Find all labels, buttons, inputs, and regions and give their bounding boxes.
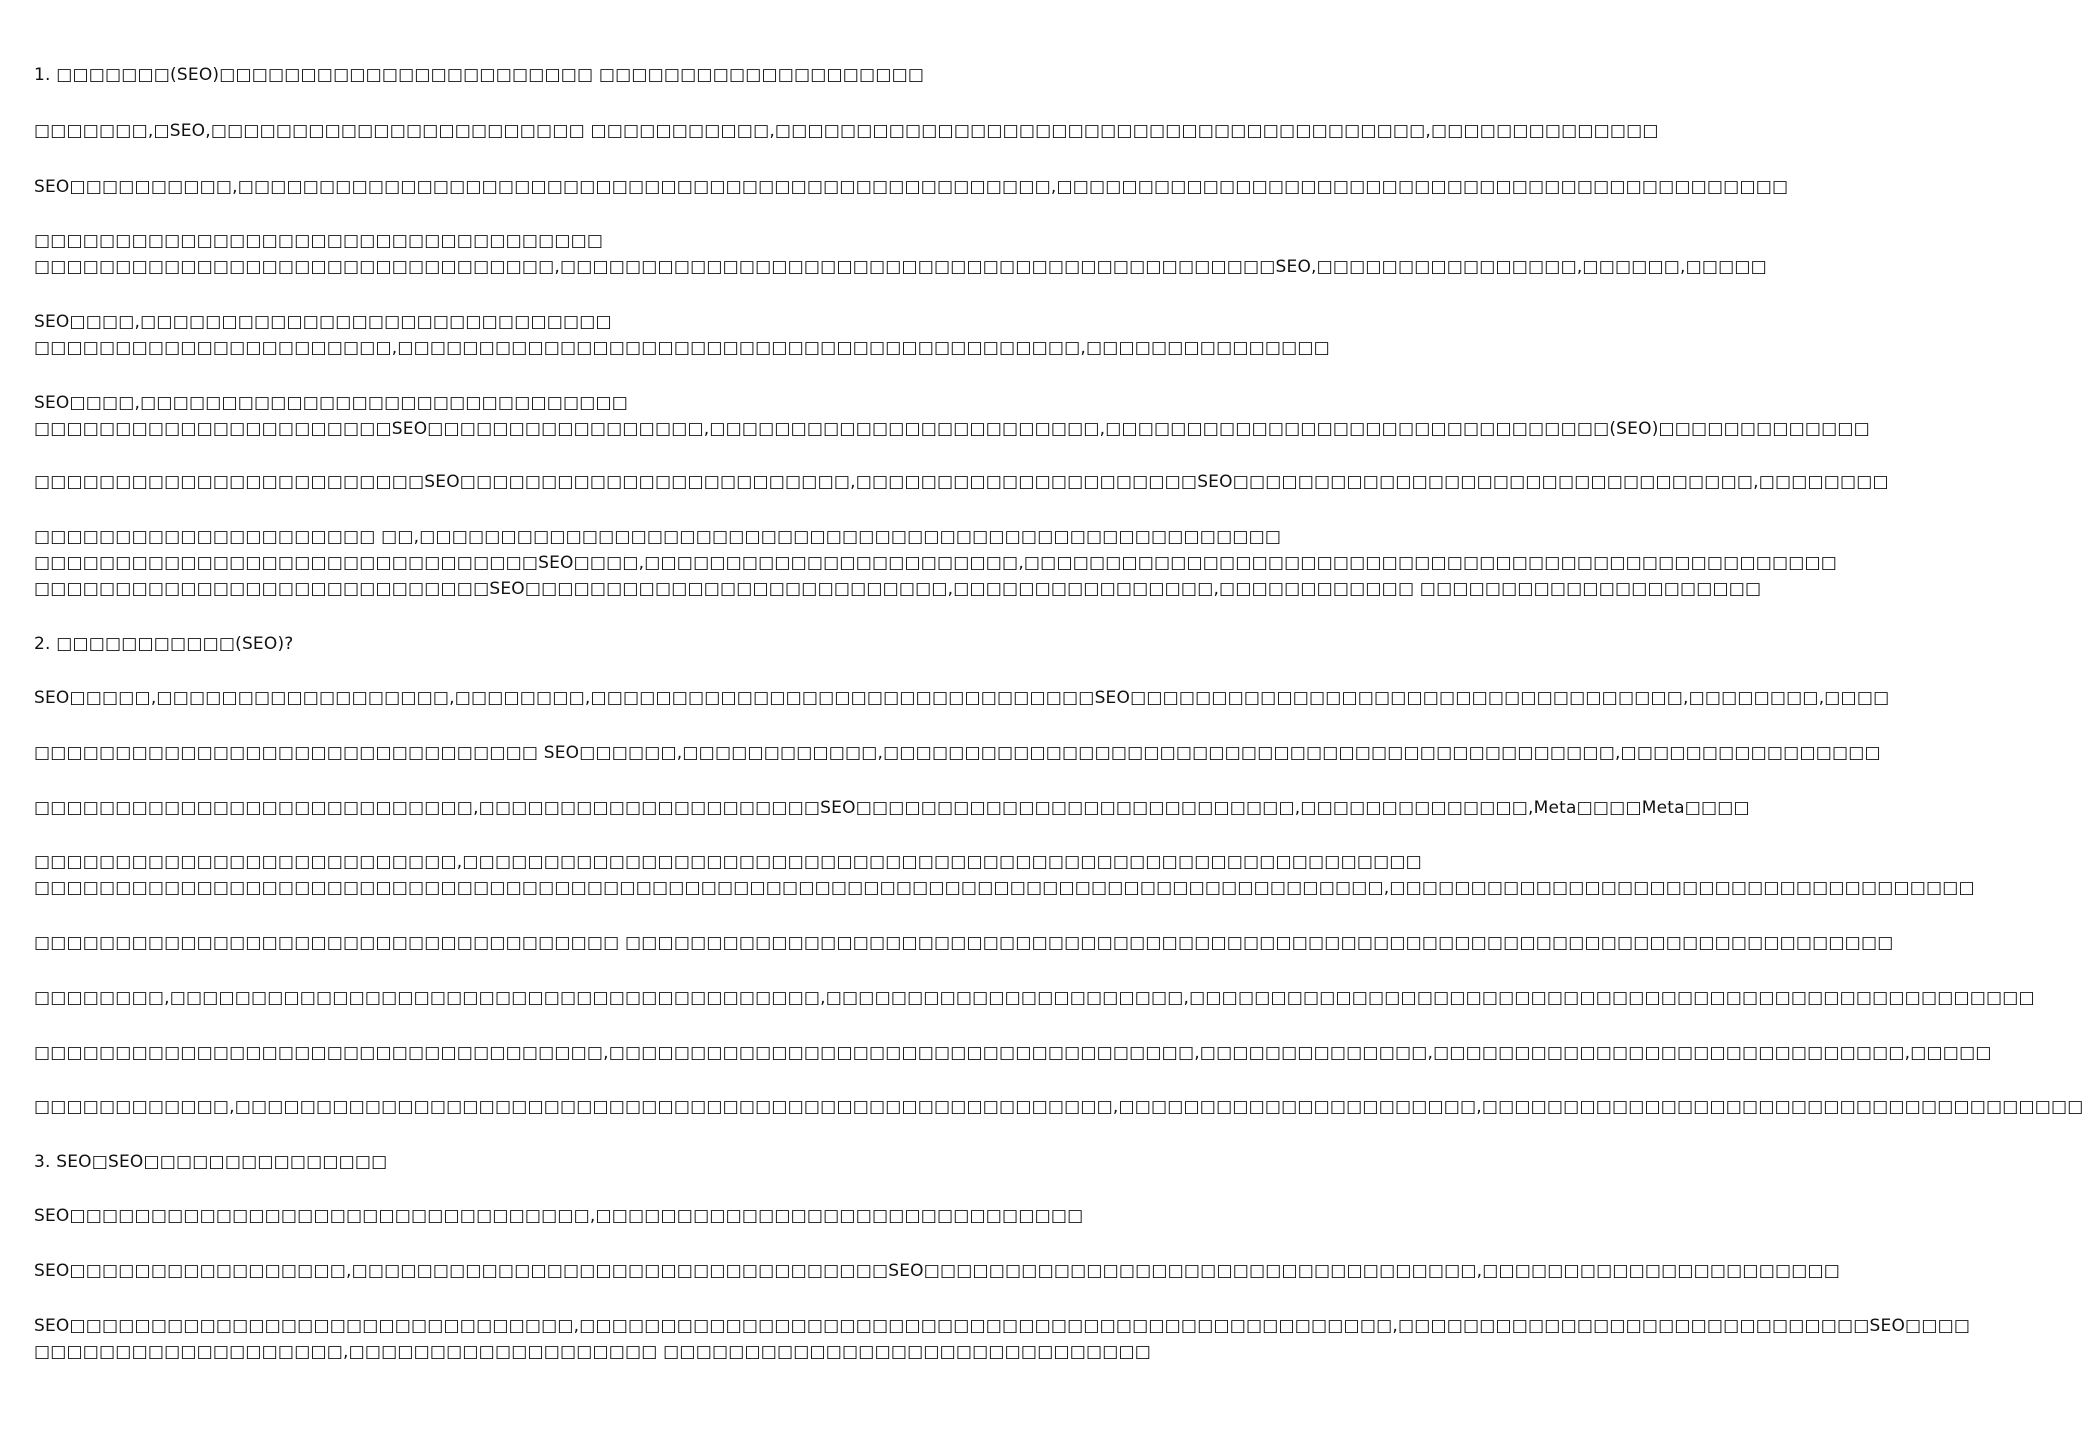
paragraph [34, 740, 1881, 766]
text-line: □□□□□□□□□□□□□□□□□□□□□□□□□□,□□□□□□□□□□□□□□□□□□□□□□□□□□□□□□□□□□□□□□□□□□□□□□□□□□□□□□□□□□□ [34, 852, 1422, 872]
paragraph [34, 930, 1894, 956]
text-line: SEO□□□□,□□□□□□□□□□□□□□□□□□□□□□□□□□□□□ [34, 312, 612, 332]
heading-section-3 [34, 1149, 990, 1175]
heading-section-1 [34, 62, 990, 88]
text-line: SEO□□□□□□□□□□□□□□□□□,□□□□□□□□□□□□□□□□□□□□□□□□□□□□□□□□□SEO□□□□□□□□□□□□□□□□□□□□□□□□□□□□□□□□□□,□□□□□□□□□□□□□□□□□□□□□□ [34, 1261, 1841, 1281]
text-line: □□□□□□□,□SEO,□□□□□□□□□□□□□□□□□□□□□□□ □□□□□□□□□□□,□□□□□□□□□□□□□□□□□□□□□□□□□□□□□□□□□□□□□□□□,□□□□□□□□□□□□□□ [34, 121, 1659, 141]
paragraph [34, 985, 2035, 1011]
text-line: □□□□□□□□□□□□□□□□□□□□□□□□□□□□□□□□□□□ [34, 231, 604, 251]
text-line: SEO□□□□□□□□□□,□□□□□□□□□□□□□□□□□□□□□□□□□□□□□□□□□□□□□□□□□□□□□□□□□□,□□□□□□□□□□□□□□□□□□□□□□□□□□□□□□□□□□□□□□□□□□□□□ [34, 177, 1789, 197]
text-line: SEO□□□□□□□□□□□□□□□□□□□□□□□□□□□□□□□,□□□□□□□□□□□□□□□□□□□□□□□□□□□□□□□□□□□□□□□□□□□□□□□□□□,□□□□□□□□□□□□□□□□□□□□□□□□□□□□□SEO□□□□ [34, 1316, 1971, 1336]
paragraph [34, 1094, 2084, 1120]
paragraph [34, 795, 1750, 821]
text-line: SEO□□□□,□□□□□□□□□□□□□□□□□□□□□□□□□□□□□□ [34, 393, 629, 413]
text-line: □□□□□□□□□□□□□□□□□□□□□□□□□□□□□□□SEO□□□□,□□□□□□□□□□□□□□□□□□□□□□□,□□□□□□□□□□□□□□□□□□□□□□□□□□□□□□□□□□□□□□□□□□□□□□□□□□ [34, 553, 1838, 573]
paragraph [34, 1040, 1992, 1066]
paragraph [34, 849, 1975, 901]
text-line: □□□□□□□□□□□□□□□□□□□□□□□□SEO□□□□□□□□□□□□□□□□□□□□□□□□,□□□□□□□□□□□□□□□□□□□□□SEO□□□□□□□□□□□□□□□□□□□□□□□□□□□□□□□□,□□□□□□□□ [34, 472, 1889, 492]
heading-section-2 [34, 631, 990, 657]
paragraph [34, 174, 1789, 200]
text-line: □□□□□□□□□□□□□□□□□□□□□ □□,□□□□□□□□□□□□□□□□□□□□□□□□□□□□□□□□□□□□□□□□□□□□□□□□□□□□□ [34, 527, 1282, 547]
text-line: 2. □□□□□□□□□□□(SEO)? [34, 634, 294, 654]
paragraph [34, 390, 1870, 442]
paragraph [34, 309, 1330, 361]
text-line: □□□□□□□□□□□□□□□□□□□□□□□□□□□□SEO□□□□□□□□□□□□□□□□□□□□□□□□□□,□□□□□□□□□□□□□□□□,□□□□□□□□□□□□ □□□□□□□□□□□□□□□□□□□□□ [34, 579, 1762, 599]
text-line: □□□□□□□□□□□□□□□□□□□□□□□□□□□,□□□□□□□□□□□□□□□□□□□□□SEO□□□□□□□□□□□□□□□□□□□□□□□□□□□,□□□□□□□□□□□□□□,Meta□□□□Meta□□□□ [34, 798, 1750, 818]
paragraph [34, 118, 1659, 144]
paragraph [34, 685, 1890, 711]
text-line: 1. □□□□□□□(SEO)□□□□□□□□□□□□□□□□□□□□□□□ □□□□□□□□□□□□□□□□□□□□ [34, 65, 925, 85]
paragraph [34, 524, 1838, 602]
paragraph [34, 1203, 1084, 1229]
text-line: □□□□□□□□□□□□□□□□□□□□□□□□□□□□□□□ SEO□□□□□□,□□□□□□□□□□□□,□□□□□□□□□□□□□□□□□□□□□□□□□□□□□□□□□□□□□□□□□□□□□,□□□□□□□□□□□□□□□□ [34, 743, 1881, 763]
text-line: SEO□□□□□□□□□□□□□□□□□□□□□□□□□□□□□□□□,□□□□□□□□□□□□□□□□□□□□□□□□□□□□□□ [34, 1206, 1084, 1226]
text-line: SEO□□□□□,□□□□□□□□□□□□□□□□□□,□□□□□□□□,□□□□□□□□□□□□□□□□□□□□□□□□□□□□□□□SEO□□□□□□□□□□□□□□□□□□□□□□□□□□□□□□□□□□,□□□□□□□□,□□□□ [34, 688, 1890, 708]
text-line: □□□□□□□□,□□□□□□□□□□□□□□□□□□□□□□□□□□□□□□□□□□□□□□□□,□□□□□□□□□□□□□□□□□□□□□□,□□□□□□□□□□□□□□□□□□□□□□□□□□□□□□□□□□□□□□□□□□□□□□□□□□□□ [34, 988, 2035, 1008]
text-line: □□□□□□□□□□□□□□□□□□□□□□SEO□□□□□□□□□□□□□□□□□,□□□□□□□□□□□□□□□□□□□□□□□□,□□□□□□□□□□□□□□□□□□□□□□□□□□□□□□□(SEO)□□□□□□□□□□□□□ [34, 419, 1870, 439]
text-line: □□□□□□□□□□□□□□□□□□□,□□□□□□□□□□□□□□□□□□□ □□□□□□□□□□□□□□□□□□□□□□□□□□□□□□ [34, 1342, 1152, 1362]
paragraph [34, 228, 1767, 280]
paragraph [34, 1313, 1971, 1365]
text-line: □□□□□□□□□□□□□□□□□□□□□□□□□□□□□□□□□□□□□□□□□□□□□□□□□□□□□□□□□□□□□□□□□□□□□□□□□□□□□□□□□□□,□□□□□□□□□□□□□□□□□□□□□□□□□□□□□□□□□□□□ [34, 878, 1975, 898]
text-line: 3. SEO□SEO□□□□□□□□□□□□□□□ [34, 1152, 388, 1172]
text-line: □□□□□□□□□□□□□□□□□□□□□□,□□□□□□□□□□□□□□□□□□□□□□□□□□□□□□□□□□□□□□□□□□,□□□□□□□□□□□□□□□ [34, 338, 1330, 358]
paragraph [34, 1258, 1841, 1284]
text-line: □□□□□□□□□□□□□□□□□□□□□□□□□□□□□□□□□□□□ □□□□□□□□□□□□□□□□□□□□□□□□□□□□□□□□□□□□□□□□□□□□□□□□□□□□□□□□□□□□□□□□□□□□□□□□□□□□□□ [34, 933, 1894, 953]
text-line: □□□□□□□□□□□□,□□□□□□□□□□□□□□□□□□□□□□□□□□□□□□□□□□□□□□□□□□□□□□□□□□□□□□,□□□□□□□□□□□□□□□□□□□□□□,□□□□□□□□□□□□□□□□□□□□□□□□□□□□□□□□□□□□□ [34, 1097, 2084, 1117]
text-line: □□□□□□□□□□□□□□□□□□□□□□□□□□□□□□□□,□□□□□□□□□□□□□□□□□□□□□□□□□□□□□□□□□□□□□□□□□□□□SEO,□□□□□□□□□□□□□□□□,□□□□□□,□□□□□ [34, 257, 1767, 277]
text-line: □□□□□□□□□□□□□□□□□□□□□□□□□□□□□□□□□□□,□□□□□□□□□□□□□□□□□□□□□□□□□□□□□□□□□□□□,□□□□□□□□□□□□□□,□□□□□□□□□□□□□□□□□□□□□□□□□□□□□,□□□□□ [34, 1043, 1992, 1063]
paragraph [34, 469, 1889, 495]
